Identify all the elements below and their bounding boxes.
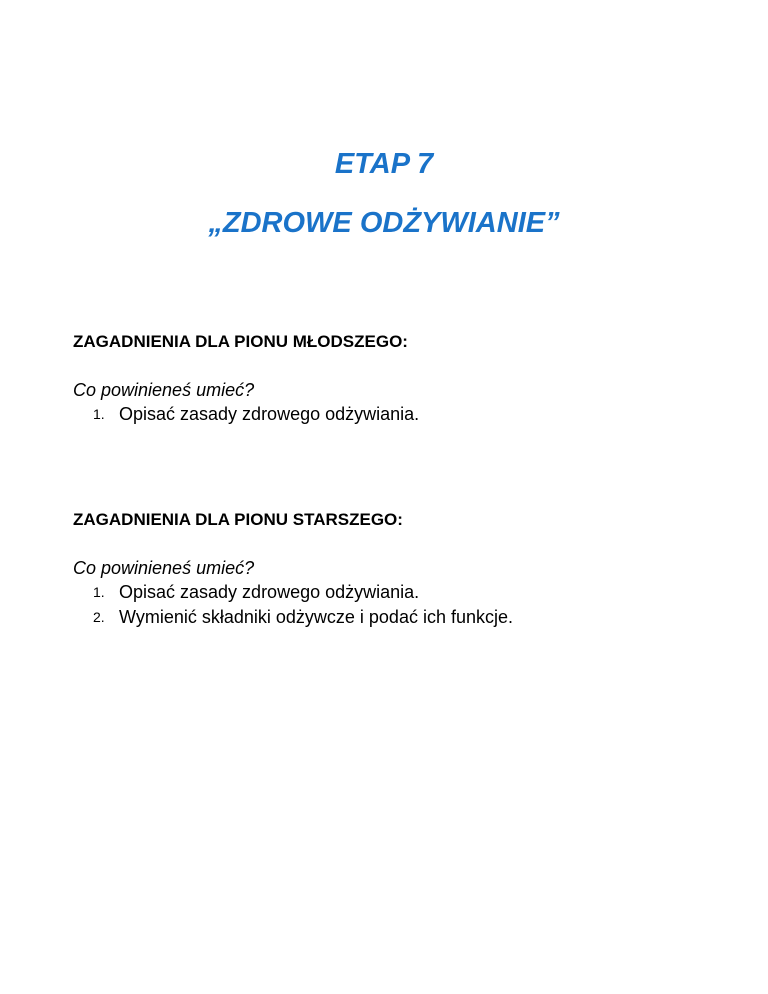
title-topic: „ZDROWE ODŻYWIANIE” <box>208 207 560 239</box>
list-number: 1. <box>93 584 105 600</box>
list-text: Opisać zasady zdrowego odżywiania. <box>119 404 420 424</box>
list-text: Opisać zasady zdrowego odżywiania. <box>119 582 420 602</box>
requirements-list <box>73 402 713 427</box>
section-older <box>73 508 713 630</box>
list-text: Wymienić składniki odżywcze i podać ich funkcje. <box>119 607 513 627</box>
list-item <box>73 580 713 605</box>
section-question: Co powinieneś umieć? <box>73 380 255 400</box>
section-younger <box>73 330 713 427</box>
section-question: Co powinieneś umieć? <box>73 558 255 578</box>
section-heading: ZAGADNIENIA DLA PIONU STARSZEGO: <box>73 510 403 529</box>
section-heading: ZAGADNIENIA DLA PIONU MŁODSZEGO: <box>73 332 408 351</box>
list-item <box>73 605 713 630</box>
title-stage: ETAP 7 <box>334 148 434 180</box>
requirements-list <box>73 580 713 630</box>
list-item <box>73 402 713 427</box>
list-number: 2. <box>93 609 105 625</box>
list-number: 1. <box>93 406 105 422</box>
document-title <box>0 142 768 245</box>
